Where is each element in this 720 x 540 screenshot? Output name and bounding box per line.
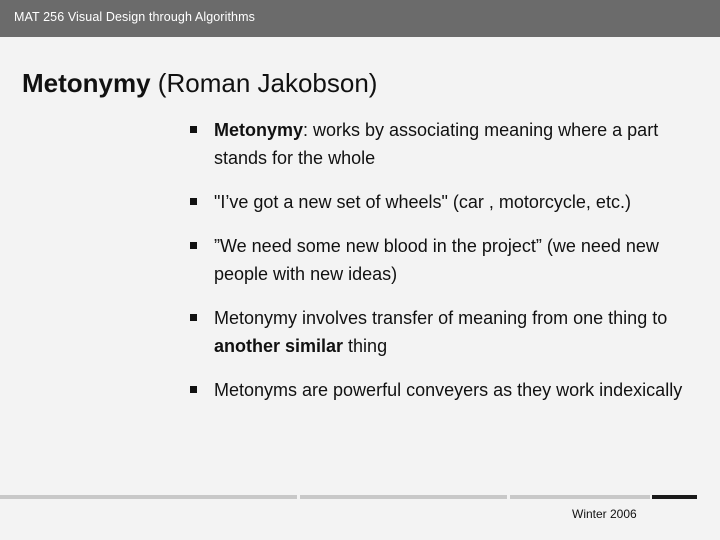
- footer-date: Winter 2006: [572, 507, 637, 521]
- slide-title-bold: Metonymy: [22, 68, 151, 98]
- bullet-item: [190, 232, 690, 288]
- bullet-marker-icon: [190, 314, 197, 321]
- bullet-item: [190, 116, 690, 172]
- bullet-marker-icon: [190, 386, 197, 393]
- bullet-marker-icon: [190, 126, 197, 133]
- bullet-text: another similar: [214, 336, 344, 356]
- bullet-item: [190, 376, 690, 404]
- bullet-text: : works by associating meaning where a part stands for the whole: [214, 120, 659, 168]
- bullet-marker-icon: [190, 242, 197, 249]
- bullet-text: thing: [343, 336, 388, 356]
- bullet-text: Metonymy involves transfer of meaning from one thing to: [214, 308, 668, 328]
- bullet-list: [190, 116, 690, 420]
- bullet-text: "I’ve got a new set of wheels" (car , motorcycle, etc.): [214, 192, 631, 212]
- bullet-text: ”We need some new blood in the project” (we need new people with new ideas): [214, 236, 659, 284]
- footer-divider-1: [0, 495, 297, 499]
- header-bar: [0, 0, 720, 37]
- footer-divider-3: [510, 495, 650, 499]
- bullet-text: Metonymy: [214, 120, 304, 140]
- bullet-marker-icon: [190, 198, 197, 205]
- bullet-item: [190, 304, 690, 360]
- slide-title: [22, 68, 377, 99]
- slide-title-rest: (Roman Jakobson): [150, 68, 378, 98]
- bullet-text: Metonyms are powerful conveyers as they work indexically: [214, 380, 683, 400]
- footer-divider-accent: [652, 495, 697, 499]
- bullet-item: [190, 188, 690, 216]
- course-title: MAT 256 Visual Design through Algorithms: [14, 10, 255, 24]
- footer-divider-2: [300, 495, 507, 499]
